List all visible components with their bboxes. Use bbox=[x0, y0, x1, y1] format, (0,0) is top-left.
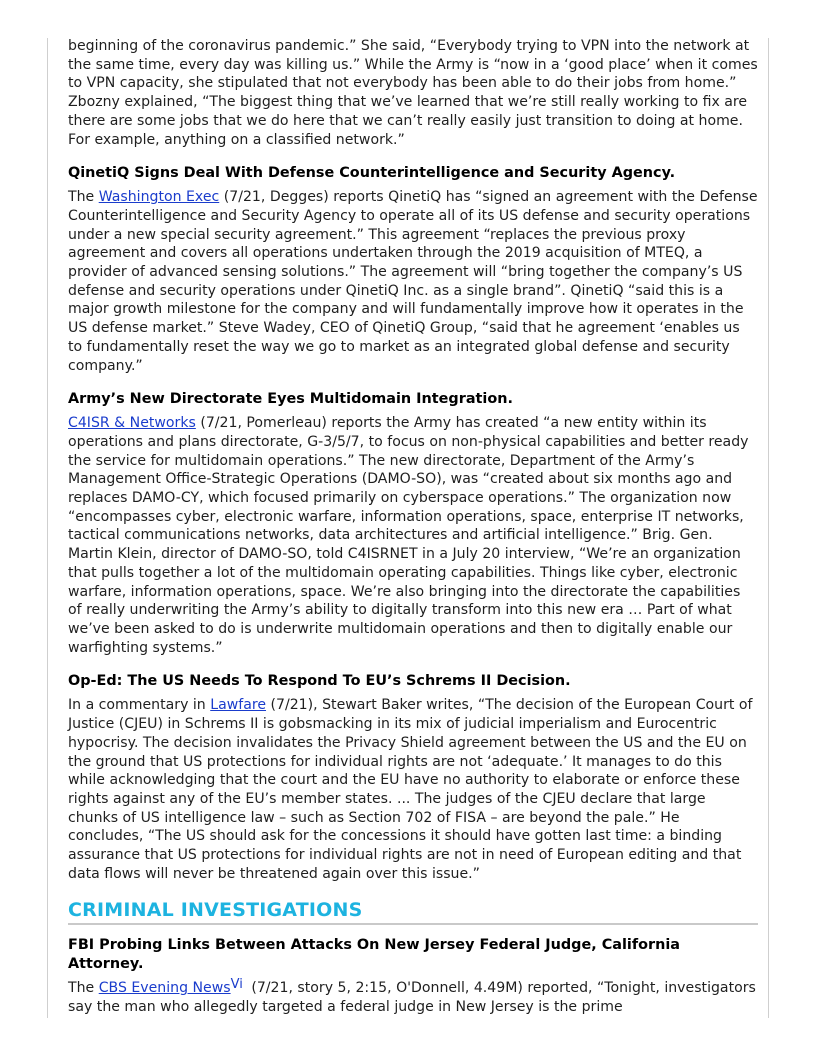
article-headline: Army’s New Directorate Eyes Multidomain Integration. bbox=[68, 391, 513, 408]
article-qinetiq bbox=[68, 164, 758, 375]
article-body-text: (7/21, Degges) reports QinetiQ has “signed an agreement with the Defense Counterintelligence and Security Agency to operate all of its US defense and security operations under a new special security agreement.” This agreement “replaces the previous proxy agreement and covers all operations undertaken through the 2019 acquisition of MTEQ, a provider of advanced sensing solutions.” The agreement will “bring together the company’s US defense and security operations under QinetiQ Inc. as a single brand”. QinetiQ “said this is a major growth milestone for the company and will fundamentally improve how it operates in the US defense market.” Steve Wadey, CEO of QinetiQ Group, “said that he agreement ‘enables us to fundamentally reset the way we go to market as an integrated global defense and security company.” bbox=[68, 189, 758, 374]
article-army-directorate bbox=[68, 390, 758, 657]
page-left-border bbox=[47, 38, 48, 1018]
document-body bbox=[68, 37, 758, 1032]
source-link-lawfare[interactable]: Lawfare bbox=[210, 697, 267, 714]
page-right-border bbox=[768, 38, 769, 1018]
video-marker-icon[interactable]: Vi bbox=[230, 977, 243, 993]
article-lead-text: In a commentary in bbox=[68, 697, 211, 714]
article-headline: QinetiQ Signs Deal With Defense Counterintelligence and Security Agency. bbox=[68, 165, 676, 182]
source-link-cbs-evening-news[interactable]: CBS Evening News bbox=[98, 980, 231, 997]
section-spacer bbox=[68, 925, 758, 936]
source-link-c4isr-networks[interactable]: C4ISR & Networks bbox=[68, 415, 196, 432]
article-schrems-op-ed bbox=[68, 672, 758, 883]
article-body-text: (7/21), Stewart Baker writes, “The decision of the European Court of Justice (CJEU) in Schrems II is gobsmacking in its mix of judicial imperialism and Eurocentric hypocrisy. The decision invalidates the Privacy Shield agreement between the US and the EU on the ground that US protections for individual rights are not ‘adequate.’ It manages to do this while acknowledging that the court and the EU have no authority to elaborate or enforce these rights against any of the EU’s member states. ... The judges of the CJEU declare that large chunks of US intelligence law – such as Section 702 of FISA – are beyond the pale.” He concludes, “The US should ask for the concessions it should have gotten last time: a binding assurance that US protections for individual rights are not in need of European editing and that data flows will never be threatened again over this issue.” bbox=[68, 697, 753, 882]
article-headline: Op-Ed: The US Needs To Respond To EU’s Schrems II Decision. bbox=[68, 673, 571, 690]
article-headline: FBI Probing Links Between Attacks On New Jersey Federal Judge, California Attorney. bbox=[68, 937, 680, 973]
article-fbi-probe bbox=[68, 936, 758, 1016]
section-heading-criminal-investigations: CRIMINAL INVESTIGATIONS bbox=[68, 898, 758, 925]
article-paragraph bbox=[68, 188, 758, 375]
article-body-text: (7/21, story 5, 2:15, O'Donnell, 4.49M) reported, “Tonight, investigators say the man who allegedly targeted a federal judge in New Jersey is the prime bbox=[68, 980, 756, 1016]
article-lead-text: The bbox=[68, 980, 99, 997]
article-paragraph bbox=[68, 979, 758, 1016]
article-lead-text: The bbox=[68, 189, 99, 206]
article-paragraph bbox=[68, 696, 758, 883]
source-link-washington-exec[interactable]: Washington Exec bbox=[98, 189, 220, 206]
article-paragraph bbox=[68, 414, 758, 657]
article-body-text: (7/21, Pomerleau) reports the Army has created “a new entity within its operations and plans directorate, G-3/5/7, to focus on non-physical capabilities and better ready the service for multidomain operations.” The new directorate, Department of the Army’s Management Office-Strategic Operations (DAMO-SO), was “created about six months ago and replaces DAMO-CY, which focused primarily on cyberspace operations.” The organization now “encompasses cyber, electronic warfare, information operations, space, enterprise IT networks, tactical communications networks, data architectures and artificial intelligence.” Brig. Gen. Martin Klein, director of DAMO-SO, told C4ISRNET in a July 20 interview, “We’re an organization that pulls together a lot of the multidomain operating capabilities. Things like cyber, electronic warfare, information operations, space. We’re also bringing into the directorate the capabilities of really underwriting the Army’s ability to digitally transform into this new era … Part of what we’ve been asked to do is underwrite multidomain operations and then to digitally enable our warfighting systems.” bbox=[68, 415, 749, 656]
continued-paragraph: beginning of the coronavirus pandemic.” She said, “Everybody trying to VPN into the network at the same time, every day was killing us.” While the Army is “now in a ‘good place’ when it comes to VPN capacity, she stipulated that not everybody has been able to do their jobs from home.” Zbozny explained, “The biggest thing that we’ve learned that we’re still really working to fix are there are some jobs that we do here that we can’t really easily just transition to doing at home. For example, anything on a classified network.” bbox=[68, 38, 758, 148]
